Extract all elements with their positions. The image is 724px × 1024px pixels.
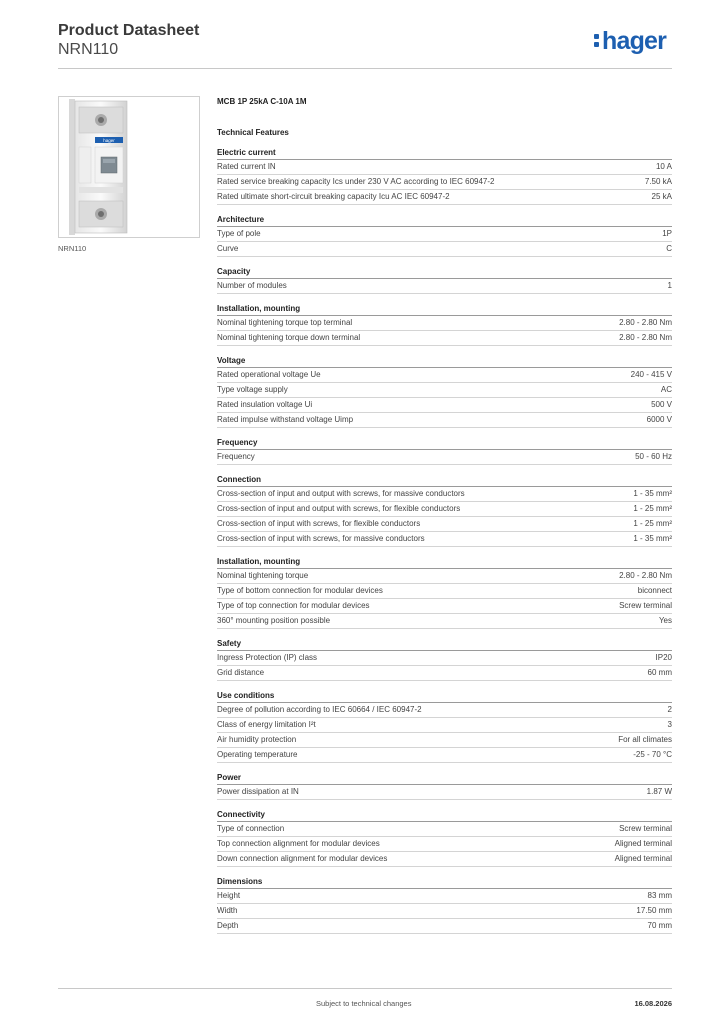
spec-section (217, 876, 672, 934)
spec-label: Grid distance (217, 668, 265, 677)
spec-value: C (666, 244, 672, 253)
document-header (58, 21, 199, 59)
spec-value: 500 V (651, 400, 672, 409)
spec-value: IP20 (655, 653, 672, 662)
spec-label: Power dissipation at IN (217, 787, 299, 796)
spec-label: Curve (217, 244, 239, 253)
spec-label: Rated ultimate short-circuit breaking capacity Icu AC IEC 60947-2 (217, 192, 450, 201)
spec-value: biconnect (637, 586, 672, 595)
spec-row (217, 837, 672, 852)
spec-label: Type voltage supply (217, 385, 288, 394)
device-brand-label: hager (103, 138, 115, 143)
spec-value: 2.80 - 2.80 Nm (619, 571, 672, 580)
spec-value: 1P (662, 229, 672, 238)
hager-logo (594, 26, 666, 56)
logo-dots-icon (594, 30, 600, 50)
spec-section (217, 809, 672, 867)
spec-value: 25 kA (651, 192, 672, 201)
spec-row (217, 614, 672, 629)
spec-label: Type of connection (217, 824, 285, 833)
spec-row (217, 748, 672, 763)
spec-row (217, 487, 672, 502)
spec-label: Cross-section of input and output with screws, for flexible conductors (217, 504, 461, 513)
spec-value: For all climates (618, 735, 672, 744)
section-title: Use conditions (217, 690, 672, 703)
spec-row (217, 532, 672, 547)
spec-label: Cross-section of input and output with screws, for massive conductors (217, 489, 465, 498)
spec-value: 60 mm (647, 668, 672, 677)
spec-section (217, 266, 672, 294)
spec-row (217, 651, 672, 666)
spec-sections (217, 147, 672, 934)
spec-label: Type of pole (217, 229, 261, 238)
section-title: Connectivity (217, 809, 672, 822)
spec-label: Top connection alignment for modular devices (217, 839, 380, 848)
spec-row (217, 733, 672, 748)
spec-section (217, 772, 672, 800)
logo-text: hager (602, 27, 667, 55)
spec-value: Screw terminal (619, 601, 672, 610)
spec-value: 1 - 35 mm² (633, 489, 672, 498)
spec-value: 1 - 35 mm² (633, 534, 672, 543)
section-title: Frequency (217, 437, 672, 450)
spec-value: 3 (667, 720, 672, 729)
spec-value: Screw terminal (619, 824, 672, 833)
spec-label: Operating temperature (217, 750, 298, 759)
spec-value: 70 mm (647, 921, 672, 930)
header-divider (58, 68, 672, 69)
section-title: Installation, mounting (217, 303, 672, 316)
spec-label: Type of top connection for modular devices (217, 601, 370, 610)
spec-row (217, 502, 672, 517)
footer-divider (58, 988, 672, 989)
spec-label: Air humidity protection (217, 735, 297, 744)
features-title: Technical Features (217, 128, 289, 137)
spec-label: Number of modules (217, 281, 287, 290)
section-title: Architecture (217, 214, 672, 227)
spec-value: Yes (658, 616, 672, 625)
spec-value: 1 - 25 mm² (633, 504, 672, 513)
spec-row (217, 889, 672, 904)
spec-value: 240 - 415 V (630, 370, 672, 379)
spec-value: 2 (667, 705, 672, 714)
spec-label: Cross-section of input with screws, for massive conductors (217, 534, 425, 543)
spec-value: 83 mm (647, 891, 672, 900)
spec-label: Width (217, 906, 238, 915)
spec-value: -25 - 70 °C (633, 750, 672, 759)
spec-label: Nominal tightening torque top terminal (217, 318, 353, 327)
spec-value: 1 (667, 281, 672, 290)
spec-value: 2.80 - 2.80 Nm (619, 318, 672, 327)
spec-row (217, 368, 672, 383)
spec-label: Rated service breaking capacity Ics under 230 V AC according to IEC 60947-2 (217, 177, 495, 186)
spec-section (217, 556, 672, 629)
spec-row (217, 450, 672, 465)
document-subtitle: NRN110 (58, 41, 119, 58)
spec-value: 2.80 - 2.80 Nm (619, 333, 672, 342)
spec-row (217, 398, 672, 413)
spec-label: Class of energy limitation I²t (217, 720, 316, 729)
spec-section (217, 690, 672, 763)
spec-section (217, 355, 672, 428)
footer-note: Subject to technical changes (316, 999, 412, 1008)
spec-row (217, 904, 672, 919)
spec-row (217, 569, 672, 584)
spec-label: Rated impulse withstand voltage Uimp (217, 415, 354, 424)
spec-label: Degree of pollution according to IEC 60664 / IEC 60947-2 (217, 705, 422, 714)
spec-row (217, 331, 672, 346)
image-caption: NRN110 (58, 244, 87, 253)
spec-label: Frequency (217, 452, 255, 461)
spec-label: Depth (217, 921, 239, 930)
spec-row (217, 718, 672, 733)
spec-label: Nominal tightening torque (217, 571, 309, 580)
spec-row (217, 517, 672, 532)
spec-value: 7.50 kA (644, 177, 672, 186)
spec-value: 1 - 25 mm² (633, 519, 672, 528)
spec-value: 50 - 60 Hz (635, 452, 672, 461)
section-title: Capacity (217, 266, 672, 279)
spec-label: Ingress Protection (IP) class (217, 653, 318, 662)
spec-row (217, 383, 672, 398)
spec-value: Aligned terminal (614, 839, 672, 848)
section-title: Dimensions (217, 876, 672, 889)
spec-label: Cross-section of input with screws, for flexible conductors (217, 519, 421, 528)
spec-row (217, 599, 672, 614)
spec-label: 360° mounting position possible (217, 616, 331, 625)
spec-section (217, 437, 672, 465)
spec-value: 1.87 W (646, 787, 672, 796)
spec-row (217, 919, 672, 934)
spec-label: Rated insulation voltage Ui (217, 400, 313, 409)
spec-section (217, 638, 672, 681)
spec-row (217, 242, 672, 257)
spec-label: Rated current IN (217, 162, 276, 171)
spec-label: Nominal tightening torque down terminal (217, 333, 361, 342)
spec-section (217, 147, 672, 205)
section-title: Electric current (217, 147, 672, 160)
spec-value: AC (660, 385, 672, 394)
section-title: Power (217, 772, 672, 785)
spec-row (217, 413, 672, 428)
spec-value: 10 A (655, 162, 672, 171)
circuit-breaker-icon (59, 97, 199, 237)
spec-row (217, 190, 672, 205)
spec-row (217, 227, 672, 242)
spec-row (217, 584, 672, 599)
spec-row (217, 703, 672, 718)
section-title: Installation, mounting (217, 556, 672, 569)
section-title: Voltage (217, 355, 672, 368)
spec-value: 6000 V (646, 415, 672, 424)
spec-row (217, 852, 672, 867)
spec-label: Down connection alignment for modular devices (217, 854, 388, 863)
spec-row (217, 279, 672, 294)
spec-content (217, 96, 672, 943)
spec-value: Aligned terminal (614, 854, 672, 863)
spec-label: Type of bottom connection for modular devices (217, 586, 383, 595)
spec-row (217, 785, 672, 800)
spec-section (217, 303, 672, 346)
spec-row (217, 822, 672, 837)
document-title: Product Datasheet (58, 22, 200, 39)
spec-row (217, 316, 672, 331)
spec-row (217, 175, 672, 190)
product-name: MCB 1P 25kA C-10A 1M (217, 97, 307, 106)
section-title: Safety (217, 638, 672, 651)
spec-label: Rated operational voltage Ue (217, 370, 321, 379)
spec-section (217, 214, 672, 257)
section-title: Connection (217, 474, 672, 487)
footer-date: 16.08.2026 (634, 999, 672, 1008)
spec-section (217, 474, 672, 547)
spec-label: Height (217, 891, 241, 900)
product-image (58, 96, 200, 238)
spec-row (217, 160, 672, 175)
spec-value: 17.50 mm (636, 906, 672, 915)
spec-row (217, 666, 672, 681)
